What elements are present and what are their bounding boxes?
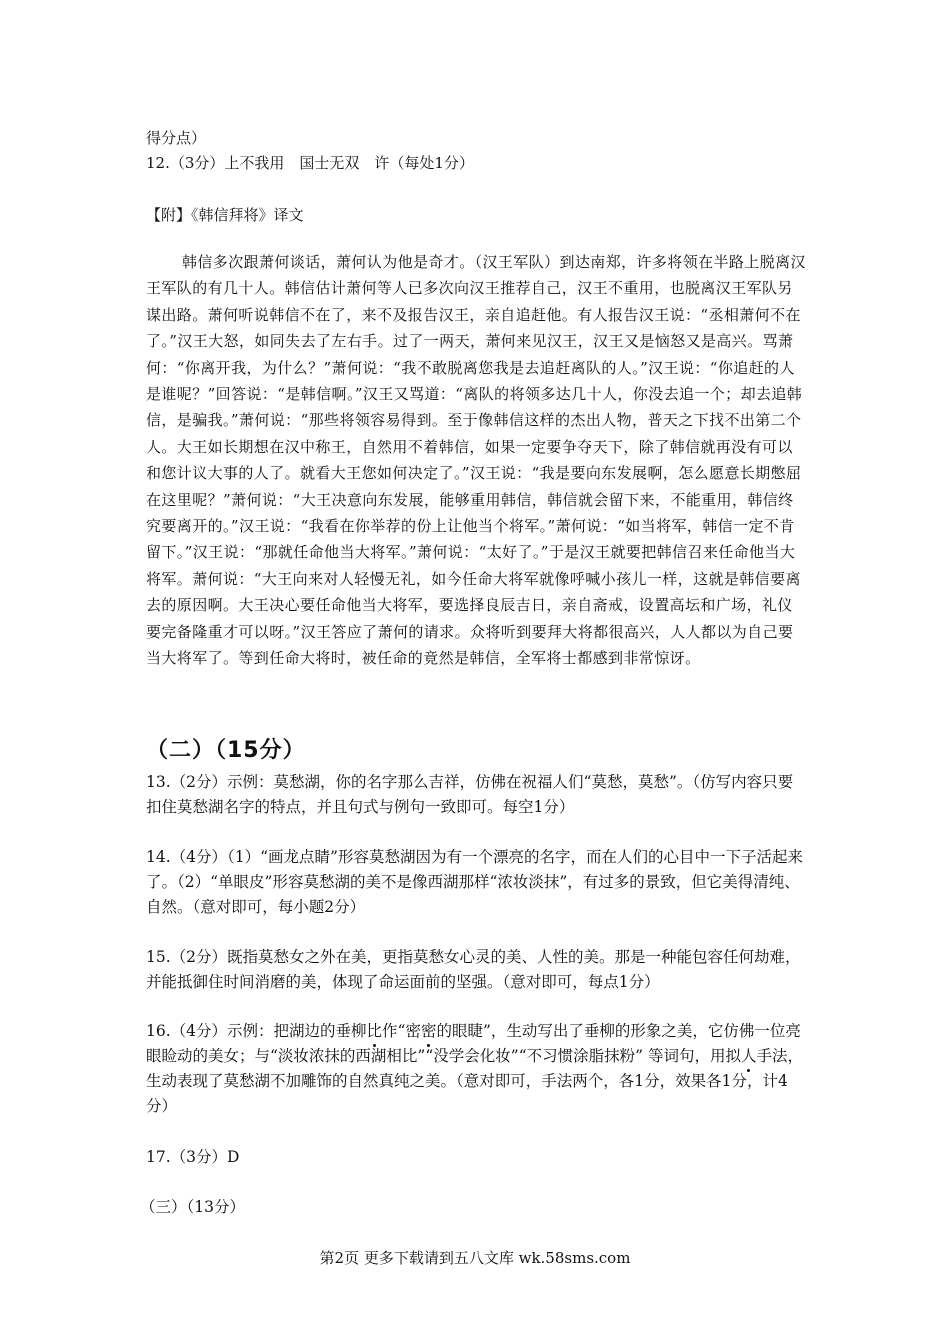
emphasis-char: 密 — [421, 1019, 437, 1044]
section-2-heading: （二）（15分） — [146, 738, 306, 763]
answer-16-part: 作“密 — [382, 1022, 421, 1040]
answer-16-part: 的眼睫”，生动写出了垂柳的形象之美，它仿佛一位亮眼睑动的美女；与“淡妆浓抹的西湖相比”“没学会化妆”“不习惯涂脂抹粉” 等词句，用拟 — [146, 1022, 801, 1065]
answer-16-part: 手法，生动表现了莫愁湖不加雕饰的自然真纯之美。（意对即可，手法两个，各1分，效果各1分，计4分） — [146, 1047, 804, 1115]
answer-13: 13.（2分）示例：莫愁湖，你的名字那么吉祥，仿佛在祝福人们“莫愁，莫愁”。（仿写内容只要扣住莫愁湖名字的特点，并且句式与例句一致即可。每空1分） — [146, 773, 794, 816]
answer-line-continued: 得分点） — [146, 129, 207, 147]
appendix-title: 【附】《韩信拜将》译文 — [146, 206, 304, 224]
answer-14: 14.（4分）（1）“画龙点睛”形容莫愁湖因为有一个漂亮的名字，而在人们的心目中一下子活起来了。（2）“单眼皮”形容莫愁湖的美不是像西湖那样“浓妆淡抹”，有过多的景致，但它美得清纯、自然。（意对即可，每小题2分） — [146, 848, 803, 916]
answer-12: 12.（3分）上不我用 国士无双 许（每处1分） — [146, 154, 474, 172]
translation-text: 韩信多次跟萧何谈话，萧何认为他是奇才。（汉王军队）到达南郑，许多将领在半路上脱离汉王军队的有几十人。韩信估计萧何等人已多次向汉王推荐自己，汉王不重用，也脱离汉王军队另谋出路。萧何听说韩信不在了，来不及报告汉王，亲自追赶他。有人报告汉王说：“丞相萧何不在了。”汉王大怒，如同失去了左右手。过了一两天，萧何来见汉王，汉王又是恼怒又是高兴。骂萧何：“你离开我，为什么？”萧何说：“我不敢脱离您我是去追赶离队的人。”汉王说：“你追赶的人是谁呢？”回答说：“是韩信啊。”汉王又骂道：“离队的将领多达几十人，你没去追一个；却去追韩信，是骗我。”萧何说：“那些将领容易得到。至于像韩信这样的杰出人物，普天之下找不出第二个人。大王如长期想在汉中称王，自然用不着韩信，如果一定要争夺天下，除了韩信就再没有可以和您计议大事的人了。就看大王您如何决定了。”汉王说：“我是要向东发展啊，怎么愿意长期憋屈在这里呢？”萧何说：“大王决意向东发展，能够重用韩信，韩信就会留下来，不能重用，韩信终究要离开的。”汉王说：“我看在你举荐的份上让他当个将军。”萧何说：“如当将军，韩信一定不肯留下。”汉王说：“那就任命他当大将军。”萧何说：“太好了。”于是汉王就要把韩信召来任命他当大将军。萧何说：“大王向来对人轻慢无礼，如今任命大将军就像呼喊小孩儿一样，这就是韩信要离去的原因啊。大王决心要任命他当大将军，要选择良辰吉日，亲自斋戒，设置高坛和广场，礼仪要完备隆重才可以呀。”汉王答应了萧何的请求。众将听到要拜大将都很高兴，人人都以为自己要当大将军了。等到任命大将时，被任命的竟然是韩信，全军将士都感到非常惊讶。 — [146, 253, 806, 668]
answer-15: 15.（2分）既指莫愁女之外在美，更指莫愁女心灵的美、人性的美。那是一种能包容任何劫难，并能抵御住时间消磨的美，体现了命运面前的坚强。（意对即可，每点1分） — [146, 948, 801, 991]
answer-17: 17.（3分）D — [146, 1148, 240, 1166]
translation-paragraph — [146, 249, 806, 672]
answer-16 — [146, 1019, 806, 1119]
section-3-heading: （三）（13分） — [140, 1198, 245, 1216]
answer-16-part: 16.（4分）示例：把湖边的垂柳 — [146, 1022, 367, 1040]
page-footer: 第2页 更多下载请到五八文库 wk.58sms.com — [319, 1249, 631, 1267]
emphasis-char: 比 — [367, 1019, 383, 1044]
emphasis-char: 人 — [741, 1044, 757, 1069]
